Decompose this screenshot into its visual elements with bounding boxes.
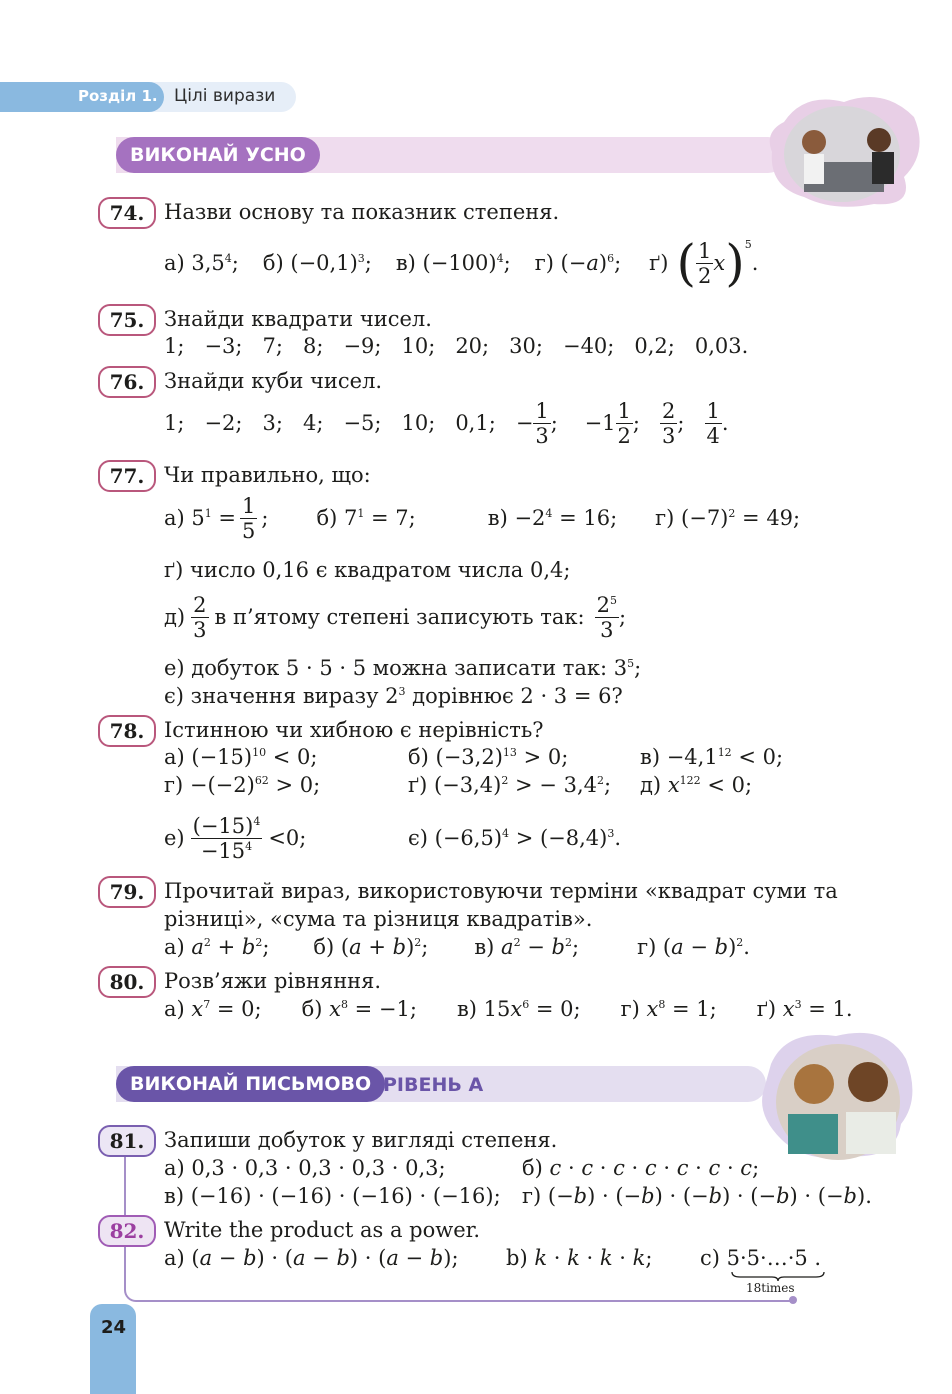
task-76-text: Знайди куби чисел. [164,369,383,393]
task-number-81: 81. [98,1125,156,1157]
task-82-c: c) 5·5·…·5 . [700,1246,822,1270]
task-number-80: 80. [98,966,156,998]
task-74-text: Назви основу та показник степеня. [164,200,560,224]
task-78-b: б) $(-3,2)^{13} > 0$; [408,745,569,769]
task-82-b: b) k · k · k · k; [506,1246,653,1270]
task-80-items: а) $x^7 = 0$; б) $x^8 = -1$; в) $15x^6 = 0$; г) $x^8 = 1$; ґ) $x^3 = 1$. [164,997,853,1021]
task-78-text: Істинною чи хибною є нерівність? [164,718,544,742]
task-number-77: 77. [98,460,156,492]
times-label: 18times [746,1281,795,1295]
task-number-76: 76. [98,366,156,398]
task-77-e-text: е) добуток 5 · 5 · 5 можна записати так: 3 [164,656,628,680]
task-75-text: Знайди квадрати чисел. [164,307,432,331]
task-78-a: а) $(-15)^{10} < 0$; [164,745,318,769]
task-80-text: Розв’яжи рівняння. [164,969,382,993]
task-78-d: д) $x^{122} < 0$; [640,773,753,797]
task-77-ye-tail: дорівнює 2 · 3 = 6? [405,684,623,708]
task-77-e: е) добуток 5 · 5 · 5 можна записати так: $3^5$; [164,656,642,680]
task-77-text: Чи правильно, що: [164,463,371,487]
task-78-ye: є) $(-6,5)^4 > (-8,4)^3$. [408,826,622,850]
section-topic: Цілі вирази [174,86,276,106]
task-81-g: г) (−b) · (−b) · (−b) · (−b) · (−b). [522,1184,872,1208]
task-79-text: Прочитай вираз, використовуючи терміни «квадрат суми та [164,879,838,903]
task-75-line: 1; −3; 7; 8; −9; 10; 20; 30; −40; 0,2; 0,03. [164,334,749,358]
section-number: Розділ 1. [78,87,158,105]
task-74-items: а) $3,5^4$; б) $(-0,1)^3$; в) $(-100)^4$; г) $(-a)^6$; ґ) ( $\frac{1}{2}$ x ) $^5$ . [164,234,759,292]
task-number-75: 75. [98,304,156,336]
task-number-79: 79. [98,876,156,908]
task-82-text: Write the product as a power. [164,1218,481,1242]
task-78-g2: ґ) $(-3,4)^2$ > − $3,4^2$; [408,773,612,797]
task-77-row1: а) $5^1$ = $\frac{1}{5}$ ; б) $7^1 = 7$; $в) -2^4 = 16$; г) $(-7)^2 = 49$; [164,493,801,543]
task-78-e: е) $\frac{(-15)^4}{-15^4}$ <0; [164,813,307,863]
task-82-a: а) (a − b) · (a − b) · (a − b); [164,1246,459,1270]
page-number: 24 [101,1317,127,1338]
task-78-v: $в) -4,1^{12} < 0$; [640,745,784,769]
task-77-ye-text: є) значення виразу 2 [164,684,399,708]
task-81-text: Запиши добуток у вигляді степеня. [164,1128,558,1152]
task-81-v: в) (−16) · (−16) · (−16) · (−16); [164,1184,501,1208]
written-heading: ВИКОНАЙ ПИСЬМОВО [116,1066,385,1102]
task-number-78: 78. [98,715,156,747]
task-number-74: 74. [98,197,156,229]
task-81-b: б) c · c · c · c · c · c · c; [522,1156,760,1180]
task-77-g2: ґ) число 0,16 є квадратом числа 0,4; [164,558,571,582]
photo-girls-high-five [764,92,924,212]
task-79-text2: різниці», «сума та різниця квадратів». [164,907,593,931]
task-76-items: 1; −2; 3; 4; −5; 10; 0,1; − $\frac{1}{3}$ ; −1 $\frac{1}{2}$ ; $\frac{2}{3}$ ; $\frac{1}{4}$ . [164,398,729,448]
oral-heading: ВИКОНАЙ УСНО [116,137,320,173]
connector-dot [789,1296,797,1304]
task-77-d: д) $\frac{2}{3}$ в п’ятому степені записують так: $\frac{2^5}{3}$ ; [164,592,627,642]
task-79-items: а) $a^2 + b^2$; б) $(a + b)^2$; в) $a^2 - b^2$; г) $(a - b)^2$. [164,935,750,959]
task-number-82: 82. [98,1215,156,1247]
task-81-a: а) 0,3 · 0,3 · 0,3 · 0,3 · 0,3; [164,1156,446,1180]
level-label: РІВЕНЬ А [383,1074,484,1096]
task-77-ye: є) значення виразу $2^3$ дорівнює 2 · 3 = 6? [164,684,623,708]
task-78-g: $г) -(-2)^{62} > 0$; [164,773,321,797]
photo-students-writing [756,1024,916,1164]
task-77-d-text: в п’ятому степені записують так: [214,605,585,629]
